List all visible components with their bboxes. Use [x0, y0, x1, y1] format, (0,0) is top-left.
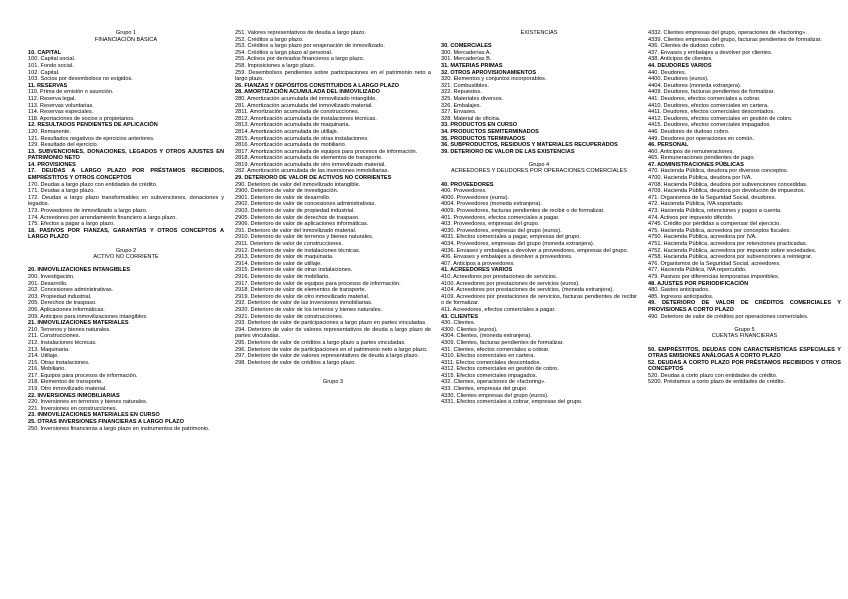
account-entry: 114. Reservas especiales. [28, 109, 94, 116]
account-entry: 438. Anticipos de clientes. [648, 56, 713, 63]
account-entry: 460. Anticipos de remuneraciones. [648, 148, 734, 155]
account-group-title: 29. DETERIORO DE VALOR DE ACTIVOS NO CORRIENTES [235, 175, 392, 182]
account-group-title: 25. OTRAS INVERSIONES FINANCIERAS A LARGO PLAZO [28, 419, 184, 426]
account-entry: 320. Elementos y conjuntos incorporables. [441, 76, 547, 83]
group-heading: FINANCIACIÓN BÁSICA [94, 36, 158, 43]
account-entry: 174. Acreedores por arrendamiento financiero a largo plazo. [28, 214, 177, 221]
account-entry: 474. Activos por impuesto diferido. [648, 214, 734, 221]
account-entry: 4415. Deudores, efectos comerciales impagados. [648, 122, 771, 129]
account-group-title: 30. COMERCIALES [441, 43, 492, 50]
column-4 [648, 30, 841, 596]
account-group-title: 21. INMOVILIZACIONES MATERIALES [28, 320, 129, 327]
account-entry: 253. Créditos a largo plazo por enajenación de inmovilizado. [235, 43, 385, 50]
account-entry: 216. Mobiliario. [28, 366, 66, 373]
account-entry: 490. Deterioro de valor de créditos por operaciones comerciales. [648, 313, 809, 320]
column-1 [28, 30, 224, 596]
account-entry: 4752. Hacienda Pública, acreedora por impuesto sobre sociedades. [648, 247, 817, 254]
account-entry: 479. Pasivos por diferencias temporarias imponibles. [648, 273, 780, 280]
account-entry: 2914. Deterioro de valor de utillaje. [235, 260, 322, 267]
spacer [648, 320, 841, 327]
account-entry: 2903. Deterioro de valor de propiedad industrial. [235, 208, 355, 215]
account-entry: 211. Construcciones. [28, 333, 81, 340]
account-entry: 297. Deterioro de valor de valores representativos de deuda a largo plazo. [235, 353, 420, 360]
group-heading: CUENTAS FINANCIERAS [711, 333, 778, 340]
account-entry: 282. Amortización acumulada de las inversiones inmobiliarias. [235, 168, 389, 175]
account-entry: 4708. Hacienda Pública, deudora por subvenciones concedidas. [648, 181, 808, 188]
account-entry: 4310. Efectos comerciales en cartera. [441, 353, 535, 360]
account-group-title: 20. INMOVILIZACIONES INTANGIBLES [28, 267, 131, 274]
account-group-title: 17. DEUDAS A LARGO PLAZO POR PRÉSTAMOS RECIBIDOS, EMPRÉSTITOS Y OTROS CONCEPTOS [28, 168, 224, 182]
account-entry: 103. Socios por desembolsos no exigidos. [28, 76, 133, 83]
account-entry: 200. Investigación. [28, 273, 75, 280]
account-entry: 215. Otras instalaciones. [28, 359, 90, 366]
account-group-title: 36. SUBPRODUCTOS, RESIDUOS Y MATERIALES RECUPERADOS [441, 142, 618, 149]
account-entry: 2812. Amortización acumulada de instalaciones técnicas. [235, 115, 377, 122]
account-entry: 4031. Efectos comerciales a pagar, empresas del grupo. [441, 234, 581, 241]
account-entry: 327. Envases. [441, 109, 477, 116]
account-entry: 295. Deterioro de valor de créditos a largo plazo a partes vinculadas. [235, 339, 406, 346]
account-group-title: 40. PROVEEDORES [441, 181, 494, 188]
account-entry: 2906. Deterioro de valor de aplicaciones informáticas. [235, 221, 369, 228]
account-entry: 113. Reservas voluntarias. [28, 102, 94, 109]
account-entry: 101. Fondo social. [28, 62, 74, 69]
account-entry: 252. Créditos a largo plazo. [235, 36, 304, 43]
account-group-title: 46. PERSONAL [648, 142, 689, 149]
account-entry: 2920. Deterioro de valor de los terrenos y bienes naturales. [235, 306, 383, 313]
account-entry: 213. Maquinaria. [28, 346, 70, 353]
account-entry: 471. Organismos de la Seguridad Social, deudores. [648, 194, 777, 201]
account-entry: 219. Otro inmovilizado material. [28, 386, 107, 393]
account-entry: 472. Hacienda Pública, IVA soportado. [648, 201, 744, 208]
account-entry: 251. Valores representativos de deuda a largo plazo. [235, 30, 366, 36]
account-entry: 322. Repuestos. [441, 89, 482, 96]
account-entry: 437. Envases y embalajes a devolver por clientes. [648, 49, 773, 56]
group-heading: Grupo 3 [322, 379, 344, 386]
account-entry: 292. Deterioro de valor de las inversiones inmobiliarias. [235, 300, 373, 307]
spacer [28, 261, 224, 268]
account-entry: 2905. Deterioro de valor de derechos de traspaso. [235, 214, 360, 221]
account-entry: 400. Proveedores. [441, 188, 487, 195]
account-entry: 102. Capital. [28, 69, 60, 76]
account-entry: 170. Deudas a largo plazo con entidades de crédito. [28, 181, 158, 188]
account-entry: 476. Organismos de la Seguridad Social, acreedores. [648, 260, 781, 267]
account-entry: 2814. Amortización acumulada de utillaje. [235, 128, 339, 135]
account-entry: 4410. Deudores, efectos comerciales en cartera. [648, 102, 769, 109]
group-heading: ACREEDORES Y DEUDORES POR OPERACIONES COMERCIALES [450, 168, 628, 175]
account-group-title: 10. CAPITAL [28, 49, 62, 56]
account-entry: 4109. Acreedores por prestaciones de servicios, facturas pendientes de recibir o de formalizar. [441, 293, 637, 307]
account-entry: 403. Proveedores, empresas del grupo. [441, 221, 540, 228]
account-group-title: 13. SUBVENCIONES, DONACIONES, LEGADOS Y OTROS AJUSTES EN PATRIMONIO NETO [28, 148, 224, 162]
account-entry: 254. Créditos a largo plazo al personal. [235, 49, 333, 56]
account-entry: 4400. Deudores (euros). [648, 76, 709, 83]
account-entry: 475. Hacienda Pública, acreedora por conceptos fiscales. [648, 227, 791, 234]
account-entry: 294. Deterioro de valor de valores representativos de deuda a largo plazo de partes vinculadas. [235, 326, 431, 340]
account-entry: 470. Hacienda Pública, deudora por diversos conceptos. [648, 168, 789, 175]
account-entry: 2915. Deterioro de valor de otras instalaciones. [235, 267, 353, 274]
account-group-title: 41. ACREEDORES VARIOS [441, 267, 513, 274]
account-entry: 4034. Proveedores, empresas del grupo (moneda extranjera). [441, 241, 595, 247]
account-group-title: 50. EMPRÉSTITOS, DEUDAS CON CARACTERÍSTICAS ESPECIALES Y OTRAS EMISIONES ANÁLOGAS A CORTO PLAZO [648, 346, 841, 360]
account-entry: 4104. Acreedores por prestaciones de servicios, (moneda extranjera). [441, 287, 614, 294]
spacer [28, 43, 224, 50]
account-entry: 328. Material de oficina. [441, 115, 501, 122]
account-entry: 4312. Efectos comerciales en gestión de cobro. [441, 366, 559, 373]
group-heading: Grupo 1 [115, 30, 137, 36]
account-entry: 2910. Deterioro de valor de terrenos y bienes naturales. [235, 234, 374, 241]
spacer [648, 340, 841, 347]
account-group-title: 52. DEUDAS A CORTO PLAZO POR PRÉSTAMOS RECIBIDOS Y OTROS CONCEPTOS [648, 359, 841, 373]
account-entry: 120. Remanente. [28, 128, 71, 135]
account-entry: 4404. Deudores (moneda extranjera). [648, 82, 742, 89]
account-entry: 2919. Deterioro de valor de otro inmovilizado material. [235, 293, 370, 300]
spacer [235, 366, 431, 379]
account-entry: 4750. Hacienda Pública, acreedora por IVA. [648, 234, 757, 241]
account-entry: 4745. Crédito por pérdidas a compensar del ejercicio. [648, 221, 781, 228]
account-entry: 175. Efectos a pagar a largo plazo. [28, 221, 115, 228]
account-entry: 290. Deterioro de valor del inmovilizado intangible. [235, 181, 361, 188]
account-entry: 436. Clientes de dudoso cobro. [648, 43, 726, 50]
account-entry: 221. Inversiones en construcciones. [28, 405, 118, 412]
account-entry: 473. Hacienda Pública, retenciones y pagos a cuenta. [648, 208, 782, 215]
account-entry: 4339. Clientes empresas del grupo, facturas pendientes de formalizar. [648, 36, 822, 43]
account-entry: 293. Deterioro de valor de participaciones a largo plazo en partes vinculadas. [235, 320, 427, 327]
account-entry: 4411. Deudores, efectos comerciales descontados. [648, 109, 775, 116]
account-group-title: 47. ADMINISTRACIONES PÚBLICAS [648, 161, 744, 168]
account-entry: 173. Proveedores de inmovilizado a largo plazo. [28, 208, 148, 215]
account-group-title: 11. RESERVAS [28, 82, 68, 89]
account-entry: 296. Deterioro de valor de participaciones en el patrimonio neto a largo plazo. [235, 346, 428, 353]
account-entry: 129. Resultado del ejercicio. [28, 142, 99, 149]
account-entry: 4009. Proveedores, facturas pendientes de recibir o de formalizar. [441, 208, 605, 215]
account-entry: 406. Envases y embalajes a devolver a proveedores. [441, 254, 573, 261]
account-entry: 407. Anticipos a proveedores. [441, 260, 515, 267]
column-3 [441, 30, 637, 596]
account-entry: 291. Deterioro de valor del inmovilizado material. [235, 227, 357, 234]
account-entry: 255. Activos por derivados financieros a largo plazo. [235, 56, 365, 63]
account-entry: 210. Terrenos y bienes naturales. [28, 326, 111, 333]
account-entry: 172. Deudas a largo plazo transformables en subvenciones, donaciones y legados. [28, 194, 224, 208]
account-entry: 4412. Deudores, efectos comerciales en gestión de cobro. [648, 115, 793, 122]
account-entry: 100. Capital social. [28, 56, 76, 63]
account-group-title: 32. OTROS APROVISIONAMIENTOS [441, 69, 537, 76]
account-entry: 4332. Clientes empresas del grupo, operaciones de «factoring». [648, 30, 807, 36]
account-entry: 2819. Amortización acumulada de otro inmovilizado material. [235, 161, 386, 168]
account-entry: 209. Anticipos para inmovilizaciones intangibles. [28, 313, 148, 320]
account-entry: 218. Elementos de transporte. [28, 379, 103, 386]
account-entry: 250. Inversiones financieras a largo plazo en instrumentos de patrimonio. [28, 425, 210, 432]
account-entry: 4309. Clientes, facturas pendientes de formalizar. [441, 339, 564, 346]
account-entry: 4304. Clientes, (moneda extranjera). [441, 333, 532, 340]
account-entry: 259. Desembolsos pendientes sobre participaciones en el patrimonio neto a largo plazo. [235, 69, 431, 83]
account-entry: 280. Amortización acumulada del inmovilizado intangible. [235, 95, 377, 102]
account-entry: 2813. Amortización acumulada de maquinaria. [235, 122, 351, 129]
account-entry: 2816. Amortización acumulada de mobiliario. [235, 142, 347, 149]
account-entry: 2900. Deterioro de valor de investigación. [235, 188, 339, 195]
account-entry: 2913. Deterioro de valor de maquinaria. [235, 254, 334, 261]
account-entry: 4709. Hacienda Pública, deudora por devolución de impuestos. [648, 188, 806, 195]
account-entry: 4100. Acreedores por prestaciones de servicios (euros). [441, 280, 580, 287]
account-group-title: 48. AJUSTES POR PERIODIFICACIÓN [648, 280, 749, 287]
account-entry: 2818. Amortización acumulada de elementos de transporte. [235, 155, 383, 162]
account-group-title: 44. DEUDORES VARIOS [648, 62, 712, 69]
account-entry: 465. Remuneraciones pendientes de pago. [648, 155, 755, 162]
account-group-title: 22. INVERSIONES INMOBILIARIAS [28, 392, 120, 399]
account-group-title: 39. DETERIORO DE VALOR DE LAS EXISTENCIAS [441, 148, 575, 155]
account-entry: 2811. Amortización acumulada de construcciones. [235, 109, 360, 116]
account-entry: 4300. Clientes (euros). [441, 326, 498, 333]
account-entry: 449. Deudores por operaciones en común. [648, 135, 755, 142]
account-entry: 301. Mercaderías B. [441, 56, 492, 63]
account-entry: 2911. Deterioro de valor de construcciones. [235, 241, 343, 247]
account-entry: 2912. Deterioro de valor de instalaciones técnicas. [235, 247, 361, 254]
account-entry: 432. Clientes, operaciones de «factoring». [441, 379, 546, 386]
account-entry: 4036. Envases y embalajes a devolver a proveedores, empresas del grupo. [441, 247, 629, 254]
account-entry: 121. Resultados negativos de ejercicios anteriores. [28, 135, 155, 142]
account-entry: 214. Utillaje. [28, 353, 59, 360]
account-group-title: 34. PRODUCTOS SEMITERMINADOS [441, 128, 539, 135]
account-group-title: 43. CLIENTES [441, 313, 478, 320]
account-entry: 2918. Deterioro de valor de elementos de transporte. [235, 287, 367, 294]
account-entry: 321. Combustibles. [441, 82, 489, 89]
account-entry: 4409. Deudores, facturas pendientes de formalizar. [648, 89, 775, 96]
account-entry: 201. Desarrollo. [28, 280, 68, 287]
account-entry: 206. Aplicaciones informáticas. [28, 306, 105, 313]
account-entry: 217. Equipos para procesos de información. [28, 372, 138, 379]
account-entry: 205. Derechos de traspaso. [28, 300, 97, 307]
account-entry: 441. Deudores, efectos comerciales a cobrar. [648, 95, 761, 102]
account-entry: 410. Acreedores por prestaciones de servicios. [441, 273, 558, 280]
account-entry: 480. Gastos anticipados. [648, 287, 710, 294]
account-entry: 431. Clientes, efectos comerciales a cobrar. [441, 346, 550, 353]
group-heading: EXISTENCIAS [520, 30, 558, 36]
account-entry: 2921. Deterioro de valor de construcciones. [235, 313, 344, 320]
account-entry: 485. Ingresos anticipados. [648, 293, 714, 300]
account-entry: 411. Acreedores, efectos comerciales a pagar. [441, 306, 556, 313]
account-entry: 258. Imposiciones a largo plazo. [235, 62, 316, 69]
account-entry: 5200. Préstamos a corto plazo de entidades de crédito. [648, 379, 786, 386]
group-heading: Grupo 4 [528, 161, 550, 168]
account-entry: 433. Clientes, empresas del grupo. [441, 386, 528, 393]
account-entry: 520. Deudas a corto plazo con entidades de crédito. [648, 372, 778, 379]
account-entry: 4311. Efectos comerciales descontados. [441, 359, 542, 366]
account-entry: 112. Reserva legal. [28, 95, 76, 102]
account-entry: 477. Hacienda Pública, IVA repercutido. [648, 267, 747, 274]
account-entry: 4030. Proveedores, empresas del grupo (euros). [441, 227, 562, 234]
account-entry: 4315. Efectos comerciales impagados. [441, 372, 538, 379]
account-entry: 325. Materiales diversos. [441, 95, 504, 102]
spacer [441, 155, 637, 162]
account-group-title: 33. PRODUCTOS EN CURSO [441, 122, 518, 129]
account-entry: 203. Propiedad industrial. [28, 293, 92, 300]
account-entry: 171. Deudas a largo plazo. [28, 188, 95, 195]
account-entry: 110. Prima de emisión o asunción. [28, 89, 114, 96]
account-group-title: 14. PROVISIONES [28, 161, 76, 168]
account-entry: 202. Concesiones administrativas. [28, 287, 114, 294]
account-entry: 2902. Deterioro de valor de concesiones administrativas. [235, 201, 376, 208]
account-entry: 220. Inversiones en terrenos y bienes naturales. [28, 399, 148, 406]
account-entry: 4330. Clientes empresas del grupo (euros). [441, 392, 549, 399]
account-entry: 4004. Proveedores (moneda extranjera). [441, 201, 542, 208]
spacer [28, 241, 224, 248]
account-entry: 2916. Deterioro de valor de mobiliario. [235, 273, 330, 280]
account-entry: 2817. Amortización acumulada de equipos para procesos de información. [235, 148, 418, 155]
account-group-title: 23. INMOVILIZACIONES MATERIALES EN CURSO [28, 412, 160, 419]
account-entry: 326. Embalajes. [441, 102, 482, 109]
account-entry: 118. Aportaciones de socios o propietarios. [28, 115, 135, 122]
account-entry: 2917. Deterioro de valor de equipos para procesos de información. [235, 280, 401, 287]
column-2 [235, 30, 431, 596]
account-group-title: 35. PRODUCTOS TERMINADOS [441, 135, 526, 142]
account-entry: 4000. Proveedores (euros). [441, 194, 510, 201]
account-entry: 440. Deudores. [648, 69, 687, 76]
group-heading: Grupo 2 [115, 247, 137, 254]
account-entry: 4751. Hacienda Pública, acreedora por retenciones practicadas. [648, 241, 808, 247]
account-entry: 4700. Hacienda Pública, deudora por IVA. [648, 175, 753, 182]
account-entry: 298. Deterioro de valor de créditos a largo plazo. [235, 359, 356, 366]
group-heading: Grupo 5 [734, 326, 755, 333]
account-entry: 212. Instalaciones técnicas. [28, 339, 97, 346]
account-group-title: 31. MATERIAS PRIMAS [441, 62, 503, 69]
account-entry: 2815. Amortización acumulada de otras instalaciones. [235, 135, 369, 142]
account-group-title: 18. PASIVOS POR FIANZAS, GARANTÍAS Y OTROS CONCEPTOS A LARGO PLAZO [28, 227, 224, 241]
account-group-title: 12. RESULTADOS PENDIENTES DE APLICACIÓN [28, 122, 158, 129]
account-entry: 4331. Efectos comerciales a cobrar, empresas del grupo. [441, 399, 583, 406]
account-entry: 446. Deudores de dudoso cobro. [648, 128, 730, 135]
account-group-title: 28. AMORTIZACIÓN ACUMULADA DEL INMOVILIZADO [235, 89, 381, 96]
account-entry: 430. Clientes. [441, 320, 476, 327]
spacer [441, 175, 637, 182]
account-entry: 4758. Hacienda Pública, acreedora por subvenciones a reintegrar. [648, 254, 813, 261]
account-entry: 2901. Deterioro de valor de desarrollo. [235, 194, 331, 201]
account-group-title: 49. DETERIORO DE VALOR DE CRÉDITOS COMERCIALES Y PROVISIONES A CORTO PLAZO [648, 300, 841, 313]
account-entry: 281. Amortización acumulada del inmovilizado material. [235, 102, 373, 109]
spacer [441, 37, 637, 44]
account-entry: 401. Proveedores, efectos comerciales a pagar. [441, 214, 560, 221]
group-heading: ACTIVO NO CORRIENTE [93, 254, 159, 261]
account-group-title: 26. FIANZAS Y DEPÓSITOS CONSTITUIDOS A LARGO PLAZO [235, 82, 399, 89]
account-entry: 300. Mercaderías A. [441, 49, 492, 56]
